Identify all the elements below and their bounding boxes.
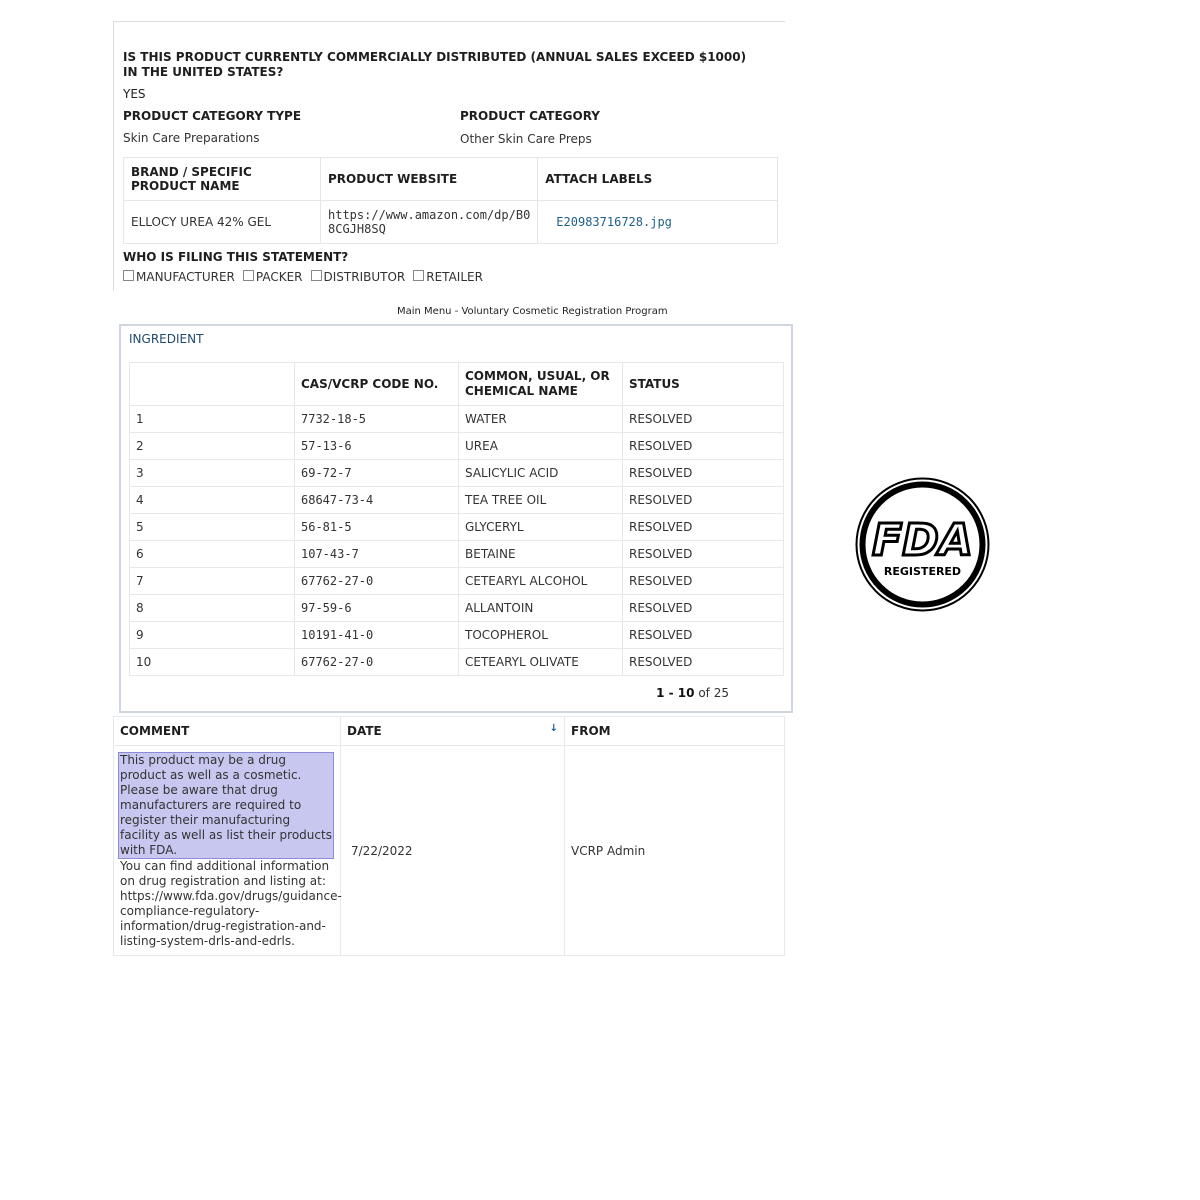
ingredient-name: UREA (459, 433, 623, 460)
ingredient-code: 56-81-5 (295, 514, 459, 541)
badge-caption: REGISTERED (883, 565, 962, 578)
pager (656, 686, 729, 700)
from-header[interactable]: FROM (565, 717, 785, 746)
filer-option-packer[interactable] (243, 270, 303, 284)
brand-value: ELLOCY UREA 42% GEL (124, 201, 321, 244)
ingredient-row[interactable] (130, 568, 784, 595)
pager-total: of 25 (698, 686, 729, 700)
ingredient-index: 2 (130, 433, 295, 460)
ingredient-name: CETEARYL ALCOHOL (459, 568, 623, 595)
filer-option-distributor[interactable] (311, 270, 406, 284)
ingredient-index: 6 (130, 541, 295, 568)
ingredient-title: INGREDIENT (129, 332, 204, 346)
fda-logo-text: FDA (872, 515, 973, 566)
col-index-header (130, 363, 295, 406)
ingredient-index: 5 (130, 514, 295, 541)
sort-down-icon[interactable]: ↓ (549, 723, 558, 734)
comment-table (113, 716, 785, 956)
checkbox-icon (413, 270, 424, 281)
comment-from: VCRP Admin (565, 746, 785, 956)
ingredient-row[interactable] (130, 622, 784, 649)
ingredient-panel (119, 324, 793, 713)
pager-range: 1 - 10 (656, 686, 695, 700)
ingredient-name: WATER (459, 406, 623, 433)
checkbox-icon (123, 270, 134, 281)
ingredient-status: RESOLVED (623, 541, 784, 568)
filer-option-label: PACKER (255, 270, 303, 284)
ingredient-header-row (130, 363, 784, 406)
website-header: PRODUCT WEBSITE (321, 158, 538, 201)
ingredient-name: SALICYLIC ACID (459, 460, 623, 487)
category-type-label: PRODUCT CATEGORY TYPE (123, 109, 302, 123)
distribution-answer: YES (123, 87, 146, 101)
ingredient-index: 3 (130, 460, 295, 487)
filer-option-label: MANUFACTURER (136, 270, 235, 284)
checkbox-icon (243, 270, 254, 281)
category-label: PRODUCT CATEGORY (460, 109, 600, 123)
ingredient-status: RESOLVED (623, 487, 784, 514)
ingredient-table (129, 362, 784, 676)
comment-text: You can find additional information on drug registration and listing at: https://www.fda.gov/drugs/guidance-compliance-regulatory-information/drug-registration-and-listing-system-drls-and-edrls. (120, 859, 342, 948)
filer-option-manufacturer[interactable] (123, 270, 235, 284)
ingredient-status: RESOLVED (623, 460, 784, 487)
col-code-header: CAS/VCRP CODE NO. (295, 363, 459, 406)
website-value[interactable] (321, 201, 538, 244)
ingredient-status: RESOLVED (623, 622, 784, 649)
ingredient-row[interactable] (130, 460, 784, 487)
ingredient-code: 97-59-6 (295, 595, 459, 622)
ingredient-row[interactable] (130, 406, 784, 433)
ingredient-status: RESOLVED (623, 649, 784, 676)
website-line-1: https://www.amazon.com/dp/B0 (328, 208, 531, 222)
filer-option-label: DISTRIBUTOR (323, 270, 406, 284)
checkbox-icon (311, 270, 322, 281)
ingredient-status: RESOLVED (623, 433, 784, 460)
col-status-header: STATUS (623, 363, 784, 406)
ingredient-row[interactable] (130, 541, 784, 568)
date-header[interactable] (341, 717, 565, 746)
comment-header[interactable]: COMMENT (114, 717, 341, 746)
category-type-value: Skin Care Preparations (123, 131, 260, 145)
ingredient-code: 67762-27-0 (295, 568, 459, 595)
ingredient-status: RESOLVED (623, 568, 784, 595)
ingredient-name: ALLANTOIN (459, 595, 623, 622)
comment-row (114, 746, 785, 956)
filer-options (123, 270, 483, 284)
brand-table (123, 157, 778, 244)
ingredient-index: 1 (130, 406, 295, 433)
ingredient-status: RESOLVED (623, 514, 784, 541)
brand-header: BRAND / SPECIFIC PRODUCT NAME (124, 158, 321, 201)
comment-date: 7/22/2022 (341, 746, 565, 956)
distribution-question: IS THIS PRODUCT CURRENTLY COMMERCIALLY DISTRIBUTED (ANNUAL SALES EXCEED $1000) IN THE UNITED STATES? (123, 50, 747, 79)
ingredient-name: TOCOPHEROL (459, 622, 623, 649)
ingredient-row[interactable] (130, 595, 784, 622)
website-line-2: 8CGJH8SQ (328, 222, 386, 236)
ingredient-row[interactable] (130, 514, 784, 541)
ingredient-status: RESOLVED (623, 406, 784, 433)
product-info-panel (113, 21, 785, 291)
ingredient-row[interactable] (130, 649, 784, 676)
col-name-header: COMMON, USUAL, OR CHEMICAL NAME (459, 363, 623, 406)
category-value: Other Skin Care Preps (460, 132, 592, 146)
ingredient-name: TEA TREE OIL (459, 487, 623, 514)
main-menu-title: Main Menu - Voluntary Cosmetic Registration Program (397, 306, 668, 317)
date-header-label: DATE (347, 724, 382, 738)
ingredient-status: RESOLVED (623, 595, 784, 622)
brand-table-header (124, 158, 778, 201)
comment-header-row (114, 717, 785, 746)
ingredient-index: 9 (130, 622, 295, 649)
ingredient-name: CETEARYL OLIVATE (459, 649, 623, 676)
ingredient-index: 4 (130, 487, 295, 514)
ingredient-code: 69-72-7 (295, 460, 459, 487)
comment-cell (114, 746, 341, 956)
ingredient-name: BETAINE (459, 541, 623, 568)
fda-registered-badge (855, 477, 990, 612)
ingredient-index: 7 (130, 568, 295, 595)
ingredient-index: 8 (130, 595, 295, 622)
ingredient-code: 7732-18-5 (295, 406, 459, 433)
ingredient-name: GLYCERYL (459, 514, 623, 541)
ingredient-row[interactable] (130, 487, 784, 514)
filer-question: WHO IS FILING THIS STATEMENT? (123, 250, 349, 264)
ingredient-row[interactable] (130, 433, 784, 460)
comment-panel (113, 716, 785, 948)
labels-header: ATTACH LABELS (538, 158, 778, 201)
filer-option-retailer[interactable] (413, 270, 483, 284)
ingredient-index: 10 (130, 649, 295, 676)
ingredient-code: 57-13-6 (295, 433, 459, 460)
ingredient-code: 68647-73-4 (295, 487, 459, 514)
highlighted-comment: This product may be a drug product as well as a cosmetic. Please be aware that drug manufacturers are required to register their manufacturing facility as well as list their products with FDA. (118, 752, 334, 859)
brand-table-row (124, 201, 778, 244)
ingredient-code: 67762-27-0 (295, 649, 459, 676)
ingredient-code: 10191-41-0 (295, 622, 459, 649)
filer-option-label: RETAILER (426, 270, 483, 284)
ingredient-code: 107-43-7 (295, 541, 459, 568)
label-file-link[interactable]: E20983716728.jpg (556, 215, 672, 229)
